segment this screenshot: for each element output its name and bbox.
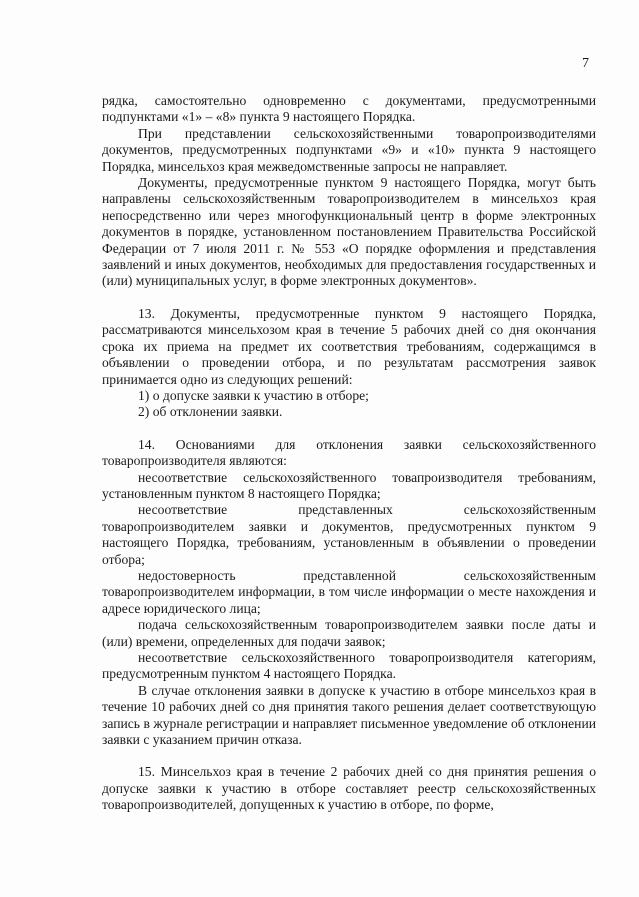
section-14-paragraph: 14. Основаниями для отклонения заявки сельскохозяйственного товаропроизводителя являются: — [102, 436, 596, 469]
section-gap — [102, 421, 596, 437]
section-gap — [102, 290, 596, 306]
list-item: недостоверность представленной сельскохозяйственным товаропроизводителем информации, в том числе информации о месте нахождения и адресе юридического лица; — [102, 567, 596, 616]
paragraph: рядка, самостоятельно одновременно с документами, предусмотренными подпунктами «1» – «8» пункта 9 настоящего Порядка. — [102, 93, 596, 125]
list-item: 1) о допуске заявки к участию в отборе; — [138, 387, 369, 403]
page-number: 7 — [582, 56, 589, 71]
paragraph-continuation — [102, 93, 596, 126]
list-item: несоответствие представленных сельскохозяйственным товаропроизводителем заявки и документов, предусмотренных пунктом 9 настоящего Порядка, требованиям, установленным в объявлении о проведении отбора; — [102, 502, 596, 567]
section-13-paragraph: 13. Документы, предусмотренные пунктом 9 настоящего Порядка, рассматриваются минсельхозом края в течение 5 рабочих дней со дня окончания срока их приема на предмет их соответствия требованиям, содержащимся в объявлении о проведении отбора, и по результатам рассмотрения заявок принимается одно из следующих решений: — [102, 305, 596, 387]
section-15-paragraph: 15. Минсельхоз края в течение 2 рабочих дней со дня принятия решения о допуске заявки к участию в отборе составляет реестр сельскохозяйственных товаропроизводителей, допущенных к участию в отборе, по форме, — [102, 764, 596, 813]
list-item: подача сельскохозяйственным товаропроизводителем заявки после даты и (или) времени, определенных для подачи заявок; — [102, 617, 596, 649]
paragraph: В случае отклонения заявки в допуске к участию в отборе минсельхоз края в течение 10 рабочих дней со дня принятия такого решения делает соответствующую запись в журнале регистрации и направляет письменное уведомление об отклонении заявки с указанием причин отказа. — [102, 682, 596, 748]
paragraph: Документы, предусмотренные пунктом 9 настоящего Порядка, могут быть направлены сельскохозяйственным товаропроизводителем в минсельхоз края непосредственно или через многофункциональный центр в форме электронных документов в порядке, установленном постановлением Правительства Российской Федерации от 7 июля 2011 г. № 553 «О порядке оформления и представления заявлений и иных документов, необходимых для предоставления государственных и (или) муниципальных услуг, в форме электронных документов». — [102, 175, 596, 289]
list-item: несоответствие сельскохозяйственного товапроизводителя требованиям, установленным пунктом 8 настоящего Порядка; — [102, 469, 596, 501]
paragraph: При представлении сельскохозяйственными товаропроизводителями документов, предусмотренных подпунктами «9» и «10» пункта 9 настоящего Порядка, минсельхоз края межведомственные запросы не направляет. — [102, 125, 596, 174]
list-item: 2) об отклонении заявки. — [138, 404, 283, 420]
section-gap — [102, 748, 596, 764]
document-body — [102, 93, 596, 814]
list-item: несоответствие сельскохозяйственного товаропроизводителя категориям, предусмотренным пунктом 4 настоящего Порядка. — [102, 650, 596, 682]
